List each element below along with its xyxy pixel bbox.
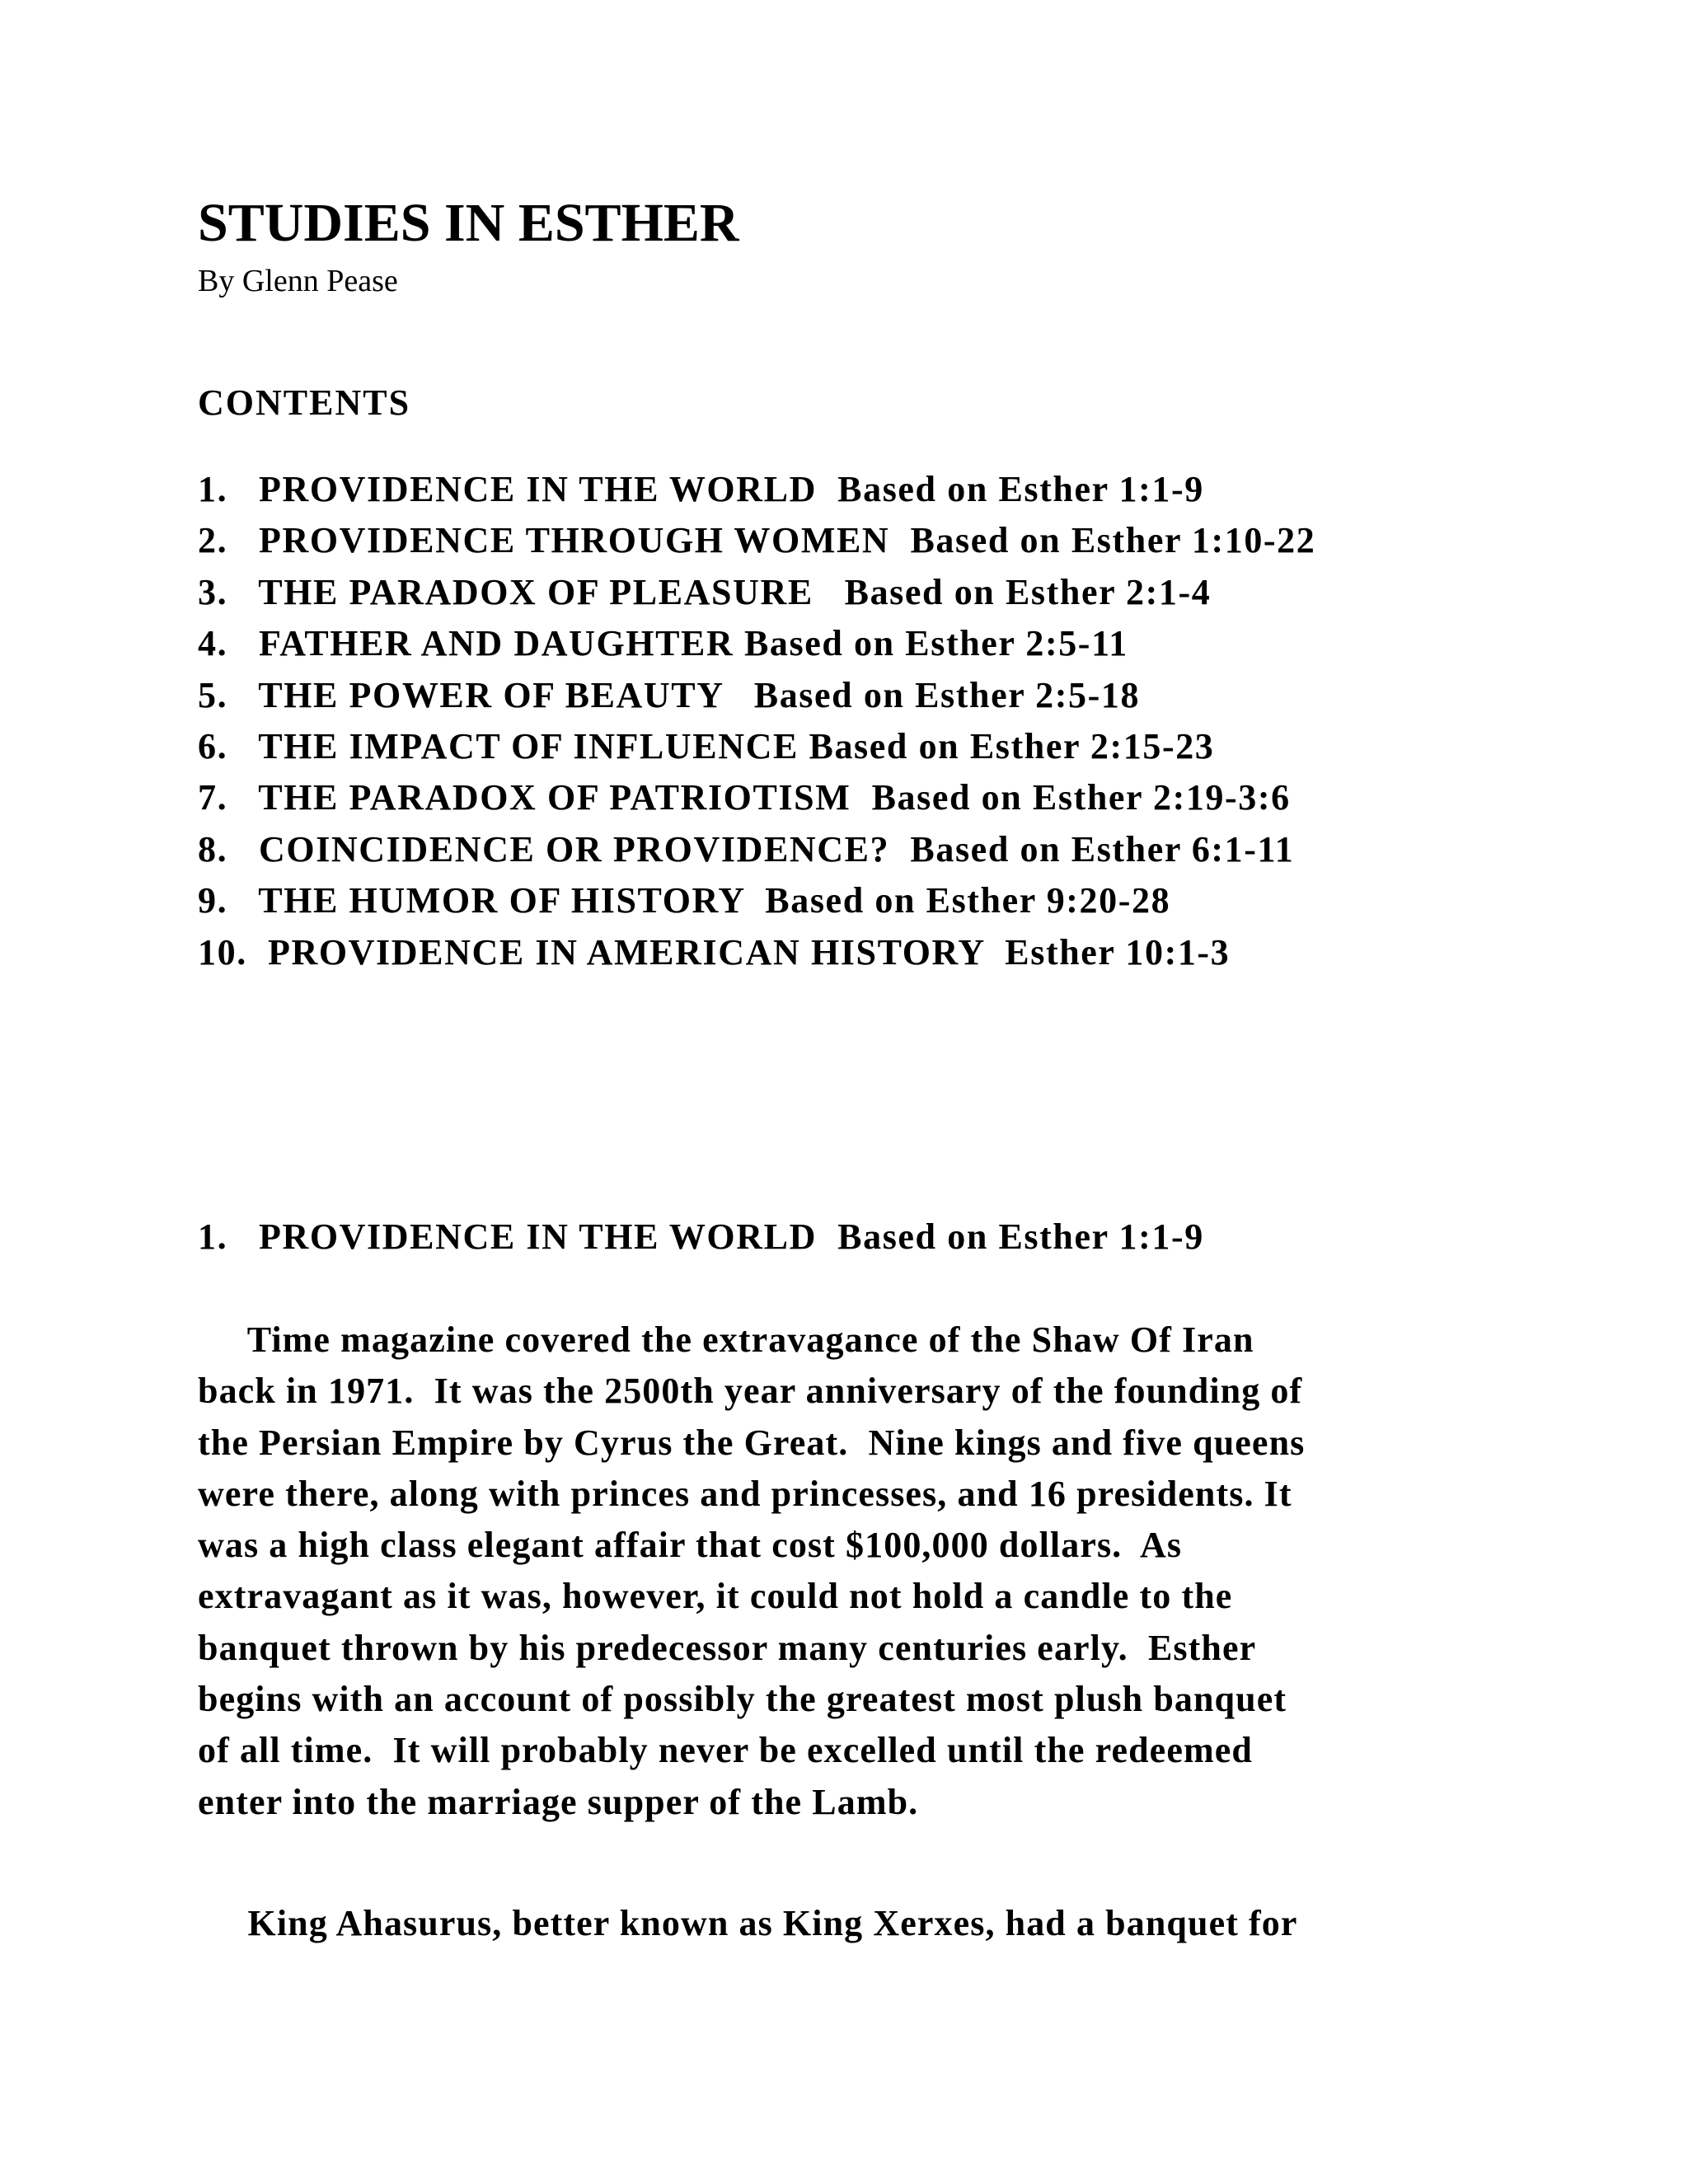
paragraph-line: banquet thrown by his predecessor many centuries early. Esther: [198, 1627, 1257, 1668]
document-title: STUDIES IN ESTHER: [198, 193, 739, 253]
toc-item: 4. FATHER AND DAUGHTER Based on Esther 2:5-11: [198, 623, 1128, 664]
paragraph-line: back in 1971. It was the 2500th year anniversary of the founding of: [198, 1371, 1303, 1412]
contents-heading: CONTENTS: [198, 382, 411, 423]
paragraph-line: enter into the marriage supper of the Lamb.: [198, 1781, 919, 1822]
paragraph-line: King Ahasurus, better known as King Xerxes, had a banquet for: [198, 1903, 1298, 1943]
paragraph-line: Time magazine covered the extravagance of the Shaw Of Iran: [198, 1319, 1254, 1360]
paragraph-line: was a high class elegant affair that cost $100,000 dollars. As: [198, 1525, 1183, 1566]
body-paragraph: [198, 1319, 1484, 1835]
toc-item: 6. THE IMPACT OF INFLUENCE Based on Esther 2:15-23: [198, 725, 1215, 766]
toc-item: 9. THE HUMOR OF HISTORY Based on Esther 9:20-28: [198, 880, 1171, 921]
paragraph-line: the Persian Empire by Cyrus the Great. Nine kings and five queens: [198, 1422, 1306, 1463]
paragraph-line: begins with an account of possibly the greatest most plush banquet: [198, 1679, 1287, 1720]
toc-item: 7. THE PARADOX OF PATRIOTISM Based on Esther 2:19-3:6: [198, 777, 1291, 818]
toc-item: 2. PROVIDENCE THROUGH WOMEN Based on Esther 1:10-22: [198, 520, 1316, 561]
toc-item: 5. THE POWER OF BEAUTY Based on Esther 2:5-18: [198, 674, 1141, 715]
toc-item: 3. THE PARADOX OF PLEASURE Based on Esther 2:1-4: [198, 571, 1212, 612]
paragraph-line: were there, along with princes and princesses, and 16 presidents. It: [198, 1473, 1292, 1514]
toc-item: 10. PROVIDENCE IN AMERICAN HISTORY Esther 10:1-3: [198, 931, 1231, 972]
body-paragraph: [198, 1905, 1484, 1957]
author-byline: By Glenn Pease: [198, 264, 398, 298]
toc-item: 8. COINCIDENCE OR PROVIDENCE? Based on Esther 6:1-11: [198, 828, 1295, 869]
paragraph-line: of all time. It will probably never be excelled until the redeemed: [198, 1730, 1253, 1771]
paragraph-line: extravagant as it was, however, it could not hold a candle to the: [198, 1576, 1233, 1617]
section-heading: 1. PROVIDENCE IN THE WORLD Based on Esther 1:1-9: [198, 1216, 1204, 1257]
toc-item: 1. PROVIDENCE IN THE WORLD Based on Esther 1:1-9: [198, 469, 1204, 509]
table-of-contents: [198, 471, 1315, 986]
